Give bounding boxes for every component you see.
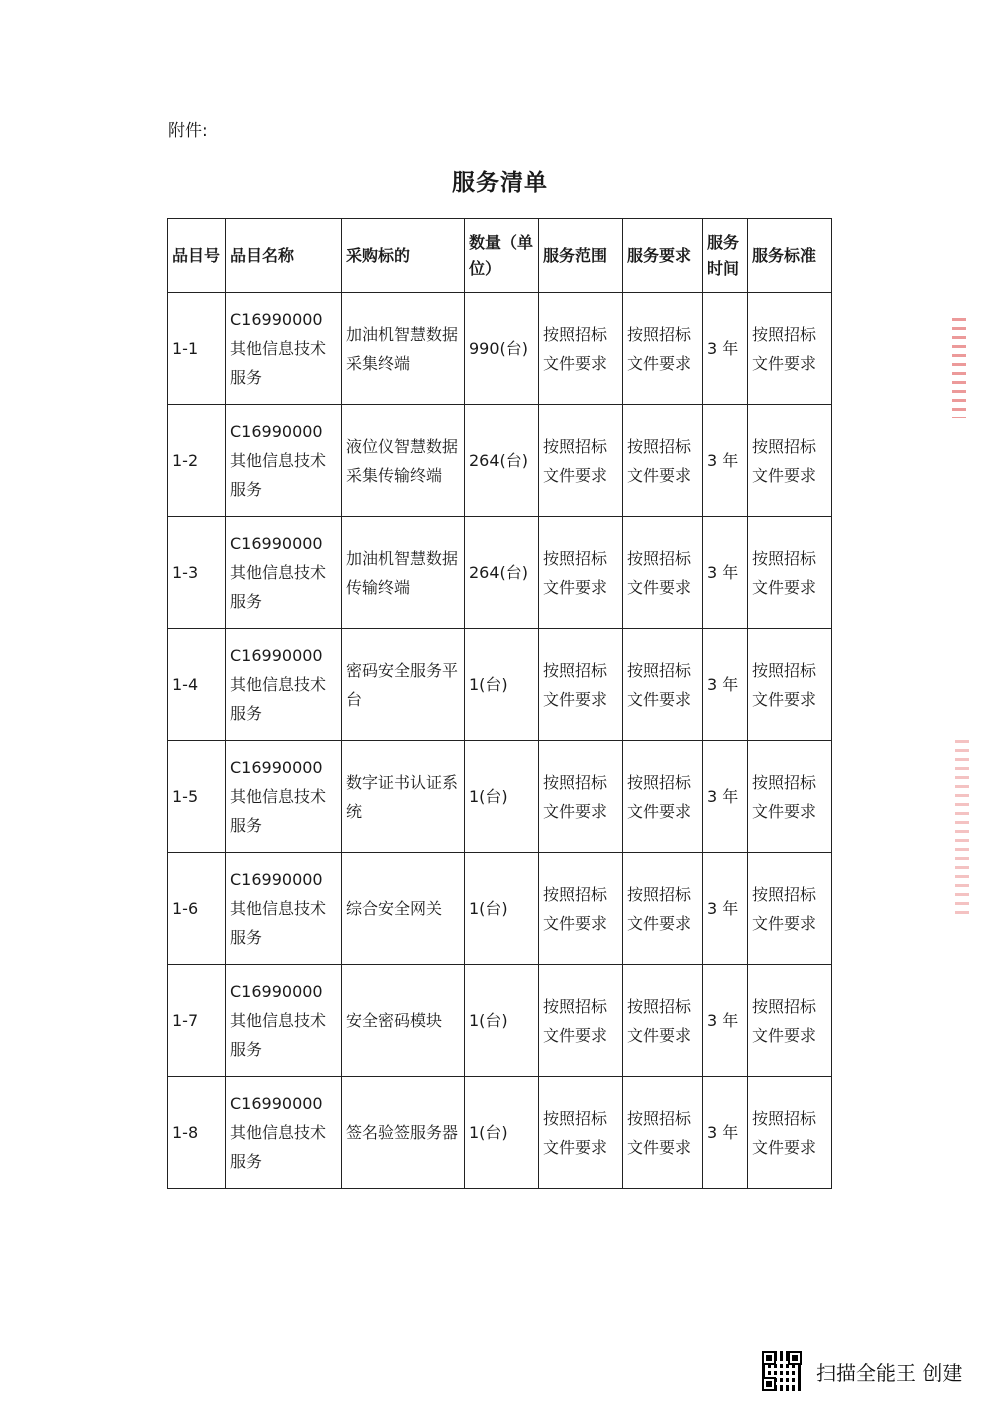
service-scope-cell: 按照招标文件要求 (539, 629, 623, 741)
header-service-scope: 服务范围 (539, 219, 623, 293)
quantity-cell: 264(台) (465, 405, 539, 517)
procurement-item-cell: 加油机智慧数据传输终端 (342, 517, 465, 629)
quantity-cell: 264(台) (465, 517, 539, 629)
watermark-text: 扫描全能王 创建 (816, 1360, 963, 1385)
table-row (168, 629, 832, 741)
service-scope-cell: 按照招标文件要求 (539, 1077, 623, 1189)
item-no-cell: 1-3 (168, 517, 226, 629)
table-row (168, 405, 832, 517)
quantity-cell: 1(台) (465, 853, 539, 965)
service-time-cell: 3 年 (703, 853, 748, 965)
item-name-cell: C16990000其他信息技术服务 (226, 965, 342, 1077)
item-no-cell: 1-6 (168, 853, 226, 965)
service-standard-cell: 按照招标文件要求 (748, 629, 832, 741)
service-standard-cell: 按照招标文件要求 (748, 517, 832, 629)
item-name-cell: C16990000其他信息技术服务 (226, 1077, 342, 1189)
item-no-cell: 1-1 (168, 293, 226, 405)
item-no-cell: 1-2 (168, 405, 226, 517)
item-name-cell: C16990000其他信息技术服务 (226, 853, 342, 965)
quantity-cell: 1(台) (465, 629, 539, 741)
item-name-cell: C16990000其他信息技术服务 (226, 405, 342, 517)
service-standard-cell: 按照招标文件要求 (748, 405, 832, 517)
quantity-cell: 1(台) (465, 741, 539, 853)
service-time-cell: 3 年 (703, 293, 748, 405)
service-standard-cell: 按照招标文件要求 (748, 965, 832, 1077)
service-requirement-cell: 按照招标文件要求 (623, 629, 703, 741)
header-procurement-item: 采购标的 (342, 219, 465, 293)
quantity-cell: 1(台) (465, 965, 539, 1077)
service-scope-cell: 按照招标文件要求 (539, 517, 623, 629)
header-service-standard: 服务标准 (748, 219, 832, 293)
service-requirement-cell: 按照招标文件要求 (623, 1077, 703, 1189)
service-time-cell: 3 年 (703, 1077, 748, 1189)
item-no-cell: 1-4 (168, 629, 226, 741)
item-name-cell: C16990000其他信息技术服务 (226, 629, 342, 741)
service-requirement-cell: 按照招标文件要求 (623, 853, 703, 965)
service-standard-cell: 按照招标文件要求 (748, 1077, 832, 1189)
service-time-cell: 3 年 (703, 629, 748, 741)
header-item-name: 品目名称 (226, 219, 342, 293)
item-name-cell: C16990000其他信息技术服务 (226, 741, 342, 853)
scanner-watermark (762, 1351, 962, 1391)
table-row (168, 741, 832, 853)
header-quantity: 数量（单位） (465, 219, 539, 293)
service-list-table (167, 218, 832, 1189)
service-requirement-cell: 按照招标文件要求 (623, 965, 703, 1077)
item-name-cell: C16990000其他信息技术服务 (226, 517, 342, 629)
header-service-time: 服务时间 (703, 219, 748, 293)
procurement-item-cell: 加油机智慧数据采集终端 (342, 293, 465, 405)
item-no-cell: 1-5 (168, 741, 226, 853)
service-standard-cell: 按照招标文件要求 (748, 741, 832, 853)
service-scope-cell: 按照招标文件要求 (539, 293, 623, 405)
item-no-cell: 1-7 (168, 965, 226, 1077)
quantity-cell: 1(台) (465, 1077, 539, 1189)
table-row (168, 293, 832, 405)
service-standard-cell: 按照招标文件要求 (748, 293, 832, 405)
service-time-cell: 3 年 (703, 965, 748, 1077)
service-requirement-cell: 按照招标文件要求 (623, 517, 703, 629)
service-scope-cell: 按照招标文件要求 (539, 853, 623, 965)
header-item-no: 品目号 (168, 219, 226, 293)
item-no-cell: 1-8 (168, 1077, 226, 1189)
table-row (168, 1077, 832, 1189)
service-time-cell: 3 年 (703, 741, 748, 853)
service-standard-cell: 按照招标文件要求 (748, 853, 832, 965)
procurement-item-cell: 综合安全网关 (342, 853, 465, 965)
procurement-item-cell: 密码安全服务平台 (342, 629, 465, 741)
procurement-item-cell: 安全密码模块 (342, 965, 465, 1077)
service-time-cell: 3 年 (703, 517, 748, 629)
table-header-row (168, 219, 832, 293)
service-scope-cell: 按照招标文件要求 (539, 741, 623, 853)
table-row (168, 517, 832, 629)
item-name-cell: C16990000其他信息技术服务 (226, 293, 342, 405)
qr-code-icon (762, 1351, 802, 1391)
table-row (168, 853, 832, 965)
quantity-cell: 990(台) (465, 293, 539, 405)
procurement-item-cell: 数字证书认证系统 (342, 741, 465, 853)
page-title: 服务清单 (452, 170, 548, 196)
service-requirement-cell: 按照招标文件要求 (623, 405, 703, 517)
attachment-label: 附件: (168, 121, 208, 141)
red-stamp-mark (952, 318, 966, 418)
service-requirement-cell: 按照招标文件要求 (623, 293, 703, 405)
service-scope-cell: 按照招标文件要求 (539, 965, 623, 1077)
red-stamp-mark (955, 740, 969, 920)
service-requirement-cell: 按照招标文件要求 (623, 741, 703, 853)
procurement-item-cell: 液位仪智慧数据采集传输终端 (342, 405, 465, 517)
header-service-requirement: 服务要求 (623, 219, 703, 293)
service-time-cell: 3 年 (703, 405, 748, 517)
procurement-item-cell: 签名验签服务器 (342, 1077, 465, 1189)
table-row (168, 965, 832, 1077)
service-scope-cell: 按照招标文件要求 (539, 405, 623, 517)
